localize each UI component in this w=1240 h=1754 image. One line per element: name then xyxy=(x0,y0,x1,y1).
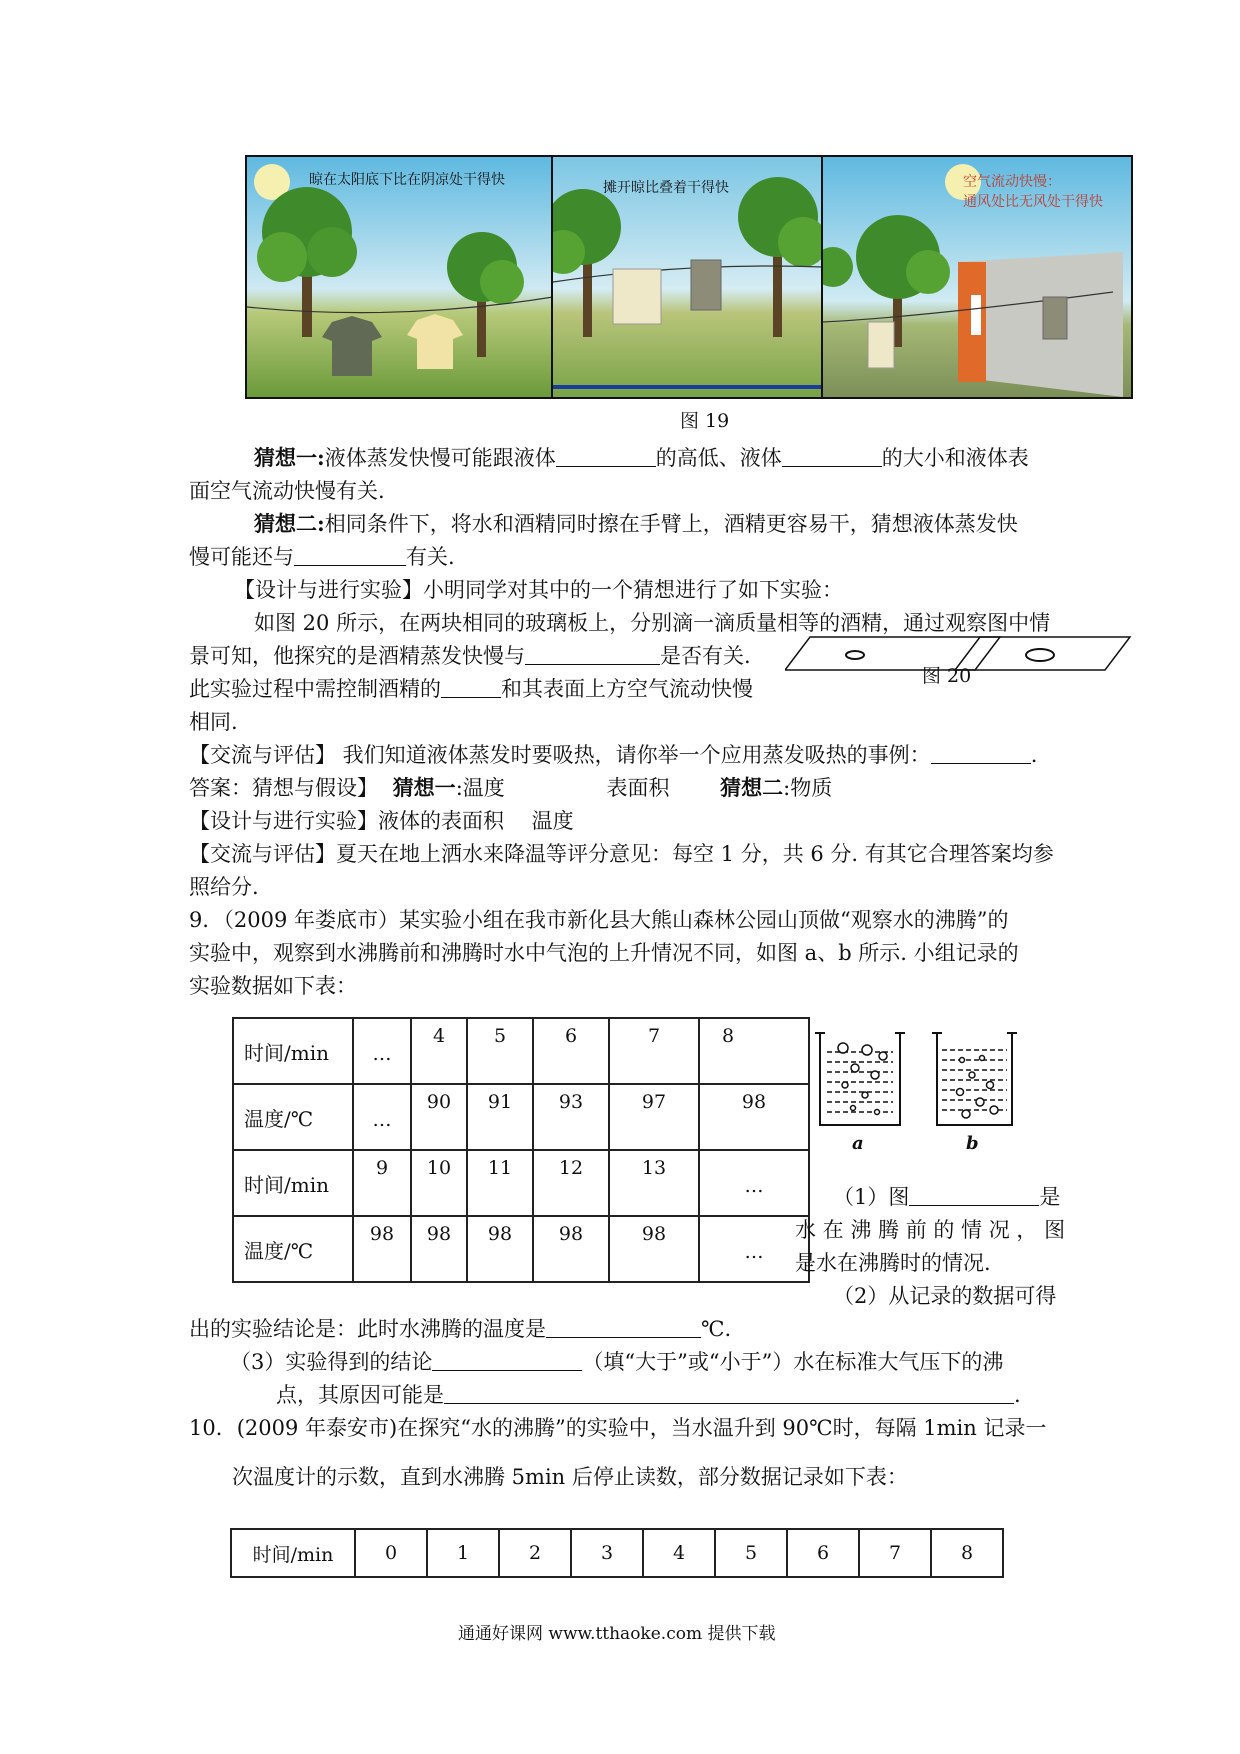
design-line-2: 景可知，他探究的是酒精蒸发快慢与 是否有关. xyxy=(189,644,751,668)
table-cell: 6 xyxy=(787,1529,859,1577)
table-cell: … xyxy=(353,1018,411,1084)
answer-blank[interactable] xyxy=(782,444,882,467)
table-cell: 12 xyxy=(533,1150,609,1216)
q10-line-2: 次温度计的示数，直到水沸腾 5min 后停止读数，部分数据记录如下表： xyxy=(232,1465,908,1489)
table-cell: 4 xyxy=(643,1529,715,1577)
guess2-line-2: 慢可能还与 有关. xyxy=(189,545,455,569)
spread-towel-icon xyxy=(613,269,661,324)
answer-line-3: 【交流与评估】夏天在地上洒水来降温等评分意见：每空 1 分，共 6 分. 有其它合理答案均参 xyxy=(189,842,1054,866)
answer-line-1: 答案：猜想与假设】 猜想一:温度 表面积 猜想二:物质 xyxy=(189,775,833,800)
guess2-label: 猜想二: xyxy=(254,511,325,536)
table-cell: 8 xyxy=(931,1529,1003,1577)
towel-windy-icon xyxy=(868,322,894,368)
q9-part3-line-2: 点，其原因可能是 . xyxy=(276,1383,1021,1407)
table-cell: 9 xyxy=(353,1150,411,1216)
guess2-line: 猜想二:相同条件下，将水和酒精同时擦在手臂上，酒精更容易干，猜想液体蒸发快 xyxy=(254,511,1018,536)
guess1-line-2: 面空气流动快慢有关. xyxy=(189,479,385,503)
table-cell: 10 xyxy=(411,1150,467,1216)
table-cell: 8 xyxy=(699,1018,809,1084)
table-cell: 时间/min xyxy=(233,1018,353,1084)
table-cell: … xyxy=(353,1084,411,1150)
table-cell: 98 xyxy=(411,1216,467,1282)
panel2-caption: 摊开晾比叠着干得快 xyxy=(603,180,729,196)
q9-data-table xyxy=(232,1017,810,1283)
q9-side-line-2: 水 在 沸 腾 前 的 情 况 ， 图 xyxy=(795,1218,1066,1242)
panel3-caption-2: 通风处比无风处干得快 xyxy=(963,194,1103,210)
q9-line-1: 9．（2009 年娄底市）某实验小组在我市新化县大熊山森林公园山顶做“观察水的沸腾”的 xyxy=(189,908,1009,932)
table-cell: 98 xyxy=(609,1216,699,1282)
q9-line-2: 实验中，观察到水沸腾前和沸腾时水中气泡的上升情况不同，如图 a、b 所示. 小组记录的 xyxy=(189,941,1019,965)
table-cell: 温度/℃ xyxy=(233,1084,353,1150)
table-cell: 98 xyxy=(699,1084,809,1150)
table-cell: … xyxy=(699,1216,809,1282)
q9-side-line-3: 是水在沸腾时的情况. xyxy=(795,1251,991,1275)
panel3-caption-1: 空气流动快慢： xyxy=(963,174,1061,190)
beaker-a-label: a xyxy=(852,1133,864,1154)
q9-side-line-4: （2）从记录的数据可得 xyxy=(833,1284,1057,1308)
design-line-3: 此实验过程中需控制酒精的 和其表面上方空气流动快慢 xyxy=(189,677,753,701)
table-cell: 2 xyxy=(499,1529,571,1577)
beaker-b-label: b xyxy=(966,1133,979,1154)
folded-towel-icon xyxy=(691,260,721,310)
table-cell: 98 xyxy=(533,1216,609,1282)
design-line-4: 相同. xyxy=(189,710,238,734)
exchange-line: 【交流与评估】 我们知道液体蒸发时要吸热，请你举一个应用蒸发吸热的事例： . xyxy=(189,743,1038,767)
design-intro: 【设计与进行实验】小明同学对其中的一个猜想进行了如下实验： xyxy=(234,578,843,602)
table-cell: 时间/min xyxy=(233,1150,353,1216)
answer-blank[interactable] xyxy=(909,1183,1039,1206)
spread-drop-icon xyxy=(1026,649,1054,661)
table-cell: 6 xyxy=(533,1018,609,1084)
table-cell: 5 xyxy=(715,1529,787,1577)
figure19-panel-wind xyxy=(821,155,1133,399)
q9-part3-line-1: （3）实验得到的结论 （填“大于”或“小于”）水在标准大气压下的沸 xyxy=(230,1350,1004,1374)
table-cell: 93 xyxy=(533,1084,609,1150)
sun-drying-scene xyxy=(247,157,553,397)
table-cell: 91 xyxy=(467,1084,533,1150)
answer-blank[interactable] xyxy=(546,1315,701,1338)
answer-line-4: 照给分. xyxy=(189,875,259,899)
design-line-1: 如图 20 所示，在两块相同的玻璃板上，分别滴一滴质量相等的酒精，通过观察图中情 xyxy=(254,611,1051,635)
figure19-caption: 图 19 xyxy=(680,410,730,432)
table-cell: 7 xyxy=(609,1018,699,1084)
table-cell: 7 xyxy=(859,1529,931,1577)
answer-blank[interactable] xyxy=(525,642,660,665)
answer-blank[interactable] xyxy=(931,741,1031,764)
q9-side-line-1: （1）图 是 xyxy=(833,1185,1061,1209)
table-cell: 5 xyxy=(467,1018,533,1084)
table-cell: 3 xyxy=(571,1529,643,1577)
figure19-panel-sun xyxy=(245,155,555,399)
table-cell: 98 xyxy=(353,1216,411,1282)
answer-blank[interactable] xyxy=(441,675,501,698)
answer-blank[interactable] xyxy=(432,1348,582,1371)
table-cell: 时间/min xyxy=(231,1529,355,1577)
table-cell: 温度/℃ xyxy=(233,1216,353,1282)
table-cell: 4 xyxy=(411,1018,467,1084)
table-cell: 13 xyxy=(609,1150,699,1216)
beaker-a-icon xyxy=(815,1030,905,1130)
panel1-caption: 晾在太阳底下比在阴凉处干得快 xyxy=(309,172,505,188)
answer-blank[interactable] xyxy=(444,1381,1014,1404)
table-cell: 97 xyxy=(609,1084,699,1150)
q10-data-table xyxy=(230,1528,1004,1578)
table-cell: 0 xyxy=(355,1529,427,1577)
page-footer: 通通好课网 www.tthaoke.com 提供下载 xyxy=(458,1624,776,1644)
table-cell: 98 xyxy=(467,1216,533,1282)
guess1-line: 猜想一:液体蒸发快慢可能跟液体 的高低、液体 的大小和液体表 xyxy=(254,445,1029,470)
answer-blank[interactable] xyxy=(556,444,656,467)
answer-blank[interactable] xyxy=(294,543,406,566)
table-cell: 90 xyxy=(411,1084,467,1150)
q9-conclusion: 出的实验结论是：此时水沸腾的温度是 ℃. xyxy=(189,1317,732,1341)
towel-still-icon xyxy=(1043,297,1067,339)
table-cell: 11 xyxy=(467,1150,533,1216)
answer-line-2: 【设计与进行实验】液体的表面积 温度 xyxy=(189,809,574,833)
figure20-caption: 图 20 xyxy=(922,665,972,687)
guess1-label: 猜想一: xyxy=(254,445,325,470)
q10-line-1: 10．(2009 年泰安市)在探究“水的沸腾”的实验中，当水温升到 90℃时，每隔 1min 记录一 xyxy=(189,1416,1047,1440)
q9-line-3: 实验数据如下表： xyxy=(189,974,357,998)
table-cell: 1 xyxy=(427,1529,499,1577)
beaker-b-icon xyxy=(932,1030,1017,1130)
figure19-panel-spread xyxy=(551,155,825,399)
small-drop-icon xyxy=(846,651,864,659)
table-cell: … xyxy=(699,1150,809,1216)
